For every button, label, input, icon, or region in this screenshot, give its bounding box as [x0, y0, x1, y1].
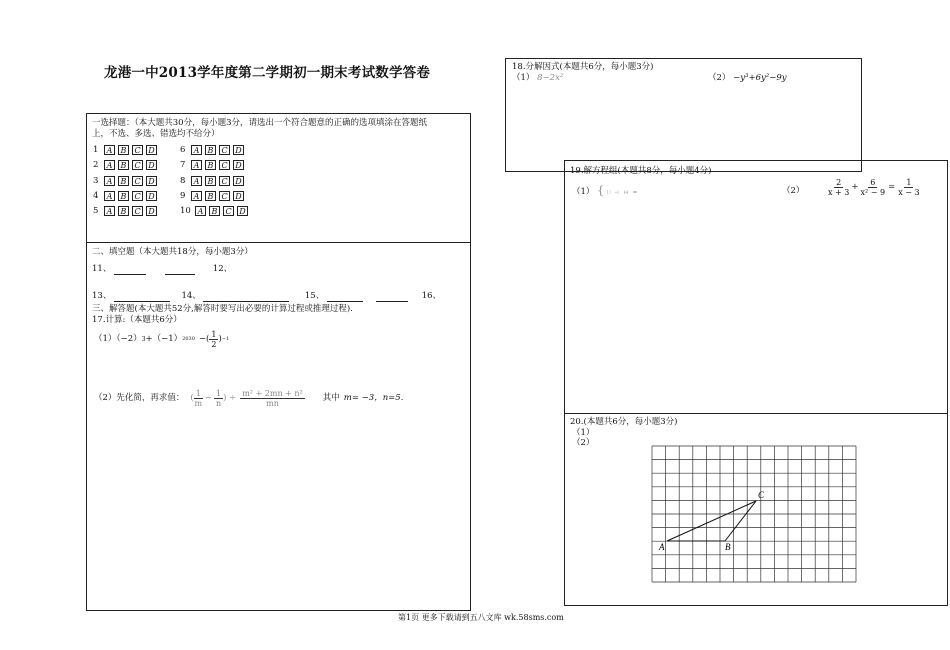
mc-option-b[interactable]: B [205, 191, 216, 201]
mc-option-d[interactable]: D [233, 145, 244, 155]
fill-blank-row-2 [92, 291, 441, 302]
q17-1-frac-num: 1 [211, 330, 217, 339]
q17-2-fraction-1: $\frac{1}{m}$ [194, 389, 203, 408]
q17-1-mid: +（−1） [145, 334, 183, 344]
mc-question-number: 4 [93, 190, 99, 201]
q20-header: 20.(本题共6分，每小题3分) [570, 417, 678, 427]
q17-2-values: m= −3，n=5. [343, 393, 404, 403]
q17-1-exp1: 3 [141, 336, 146, 343]
q15-label: 15、 [304, 291, 325, 301]
mc-option-c[interactable]: C [132, 145, 143, 155]
q11-label: 11、 [92, 264, 112, 274]
q17-1-exp3: −1 [221, 336, 230, 342]
mc-option-d[interactable]: D [146, 145, 157, 155]
q19-part2-equation: $\frac{2}{x + 3}$ + $\frac{6}{\text{x² − 9}}$ = $\frac{1}{x - 3}$ [828, 178, 920, 197]
mc-question-1 [93, 144, 160, 156]
mc-question-3 [93, 175, 160, 187]
mc-option-c[interactable]: C [219, 160, 230, 170]
mc-option-b[interactable]: B [118, 176, 129, 186]
q17-1-close: ) [218, 334, 222, 344]
q17-1-minus: −( [198, 334, 210, 344]
mc-option-d[interactable]: D [233, 191, 244, 201]
q18-2-expr: −y³+6y²−9y [733, 73, 787, 83]
mc-question-number: 9 [180, 190, 186, 201]
q20-part2-label: （2） [572, 438, 595, 448]
q19-header: 19.解方程组(本题共8分，每小题4分) [570, 166, 712, 176]
mc-option-b[interactable]: B [118, 206, 129, 216]
mc-option-d[interactable]: D [237, 206, 248, 216]
q19-part2-label: （2） [782, 186, 805, 196]
mc-option-c[interactable]: C [219, 191, 230, 201]
q19-2-fraction-2: $\frac{6}{\text{x² − 9}}$ [860, 178, 886, 197]
q14-label: 14、 [181, 291, 201, 301]
mc-question-number: 1 [93, 145, 99, 155]
q17-2-fraction-big: $\frac{\text{m² + 2mn + n²}}{mn}$ [242, 389, 303, 408]
mc-option-b[interactable]: B [209, 206, 220, 216]
grid-figure [645, 440, 870, 585]
q17-1-exp2: 2030 [182, 336, 195, 342]
mc-option-a[interactable]: A [191, 191, 202, 201]
mc-question-number: 10 [180, 206, 191, 217]
q17-1-label: （1）（−2） [94, 334, 142, 344]
q18-header: 18.分解因式(本题共6分，每小题3分) [512, 62, 654, 72]
point-c-label: C [758, 490, 765, 500]
mc-option-c[interactable]: C [219, 145, 230, 155]
q12-label: 12、 [212, 264, 233, 274]
mc-option-c[interactable]: C [223, 206, 234, 216]
mc-option-b[interactable]: B [118, 160, 129, 170]
q18-part2: （2） −y³+6y²−9y [708, 73, 787, 83]
mc-option-d[interactable]: D [146, 176, 157, 186]
answer-box-left [86, 113, 471, 611]
segment-ac [667, 501, 756, 541]
q17-part2: （2）先化简，再求值： ( $\frac{1}{m}$ − $\frac{1}{n}$ ) ÷ $\frac{\text{m² + 2mn + n²}}{mn}$ 其中 m= −3，n=5. [94, 389, 404, 408]
section1-header-line2: 上，不选、多选、错选均不给分） [92, 129, 220, 139]
mc-option-d[interactable]: D [146, 191, 157, 201]
q11-blank-2[interactable] [165, 265, 195, 275]
mc-option-d[interactable]: D [233, 176, 244, 186]
section1-header-line1: 一选择题：（本大题共30分，每小题3分，请选出一个符合题意的正确的选项填涂在答题纸 [92, 118, 427, 128]
q17-header: 17.计算:（本题共6分） [92, 315, 182, 325]
mc-option-b[interactable]: B [205, 176, 216, 186]
section3-header: 三、解答题(本大题共52分,解答时要写出必要的计算过程或推理过程). [92, 304, 353, 314]
q18-part1: （1） 8−2x² [512, 73, 564, 83]
q17-2-fraction-2: $\frac{1}{n}$ [215, 389, 222, 408]
q15-blank-1[interactable] [327, 292, 363, 302]
mc-option-a[interactable]: A [191, 160, 202, 170]
page-title: 龙港一中2013学年度第二学期初一期末考试数学答卷 [104, 65, 431, 81]
q17-2-where: 其中 [322, 393, 340, 403]
section2-header: 二、填空题（本大题共18分，每小题3分） [92, 247, 253, 257]
mc-question-number: 8 [180, 175, 186, 186]
mc-option-a[interactable]: A [104, 160, 115, 170]
point-b-label: B [725, 542, 731, 552]
mc-question-9 [180, 190, 247, 202]
mc-option-c[interactable]: C [219, 176, 230, 186]
q19-1-brace: { [597, 184, 605, 197]
q19-2-fraction-1: $\frac{2}{x + 3}$ [828, 178, 850, 197]
mc-question-6 [180, 144, 247, 156]
q17-1-fraction [209, 330, 218, 349]
mc-question-number: 5 [93, 206, 99, 217]
q11-blank-1[interactable] [114, 265, 146, 275]
mc-option-a[interactable]: A [104, 145, 115, 155]
mc-option-a[interactable]: A [104, 176, 115, 186]
q13-label: 13、 [92, 291, 112, 301]
divider [565, 413, 947, 414]
q18-1-expr: 8−2x² [537, 73, 564, 83]
mc-question-number: 6 [180, 145, 186, 155]
mc-question-10 [180, 205, 251, 217]
mc-option-c[interactable]: C [132, 176, 143, 186]
mc-question-number: 7 [180, 160, 186, 171]
mc-question-4 [93, 190, 160, 202]
q16-label: 16、 [421, 291, 442, 301]
fill-blank-row-1 [92, 264, 232, 275]
mc-option-d[interactable]: D [146, 160, 157, 170]
segment-bc [725, 501, 756, 541]
q20-part1-label: （1） [572, 428, 595, 438]
point-a-label: A [659, 542, 665, 552]
divider [87, 242, 470, 243]
mc-question-5 [93, 205, 160, 217]
mc-question-8 [180, 175, 247, 187]
mc-option-b[interactable]: B [205, 160, 216, 170]
mc-option-c[interactable]: C [132, 206, 143, 216]
q17-part1 [94, 330, 229, 349]
q19-2-fraction-3: $\frac{1}{x - 3}$ [898, 178, 920, 197]
q19-1-system: ∷ ∹ ∺ = [606, 189, 639, 196]
mc-option-b[interactable]: B [205, 145, 216, 155]
mc-option-a[interactable]: A [191, 145, 202, 155]
q15-blank-2[interactable] [376, 292, 408, 302]
q13-blank[interactable] [114, 292, 170, 302]
mc-question-2 [93, 159, 160, 171]
mc-option-c[interactable]: C [132, 160, 143, 170]
mc-option-b[interactable]: B [118, 145, 129, 155]
q17-2-label: （2）先化简，再求值： [94, 393, 185, 403]
mc-option-d[interactable]: D [146, 206, 157, 216]
mc-option-a[interactable]: A [191, 176, 202, 186]
mc-option-c[interactable]: C [132, 191, 143, 201]
mc-option-d[interactable]: D [233, 160, 244, 170]
mc-option-a[interactable]: A [195, 206, 206, 216]
footer-text: 第1页 更多下载请到五八文库 wk.58sms.com [398, 613, 564, 622]
mc-question-7 [180, 159, 247, 171]
grid-lines [652, 446, 856, 582]
q17-1-frac-den: 2 [211, 340, 217, 349]
mc-option-b[interactable]: B [118, 191, 129, 201]
mc-option-a[interactable]: A [104, 191, 115, 201]
q19-part1: （1） { ∷ ∹ ∺ = [572, 184, 639, 197]
mc-option-a[interactable]: A [104, 206, 115, 216]
mc-question-number: 3 [93, 175, 99, 186]
q14-blank[interactable] [203, 292, 289, 302]
mc-question-number: 2 [93, 160, 99, 171]
